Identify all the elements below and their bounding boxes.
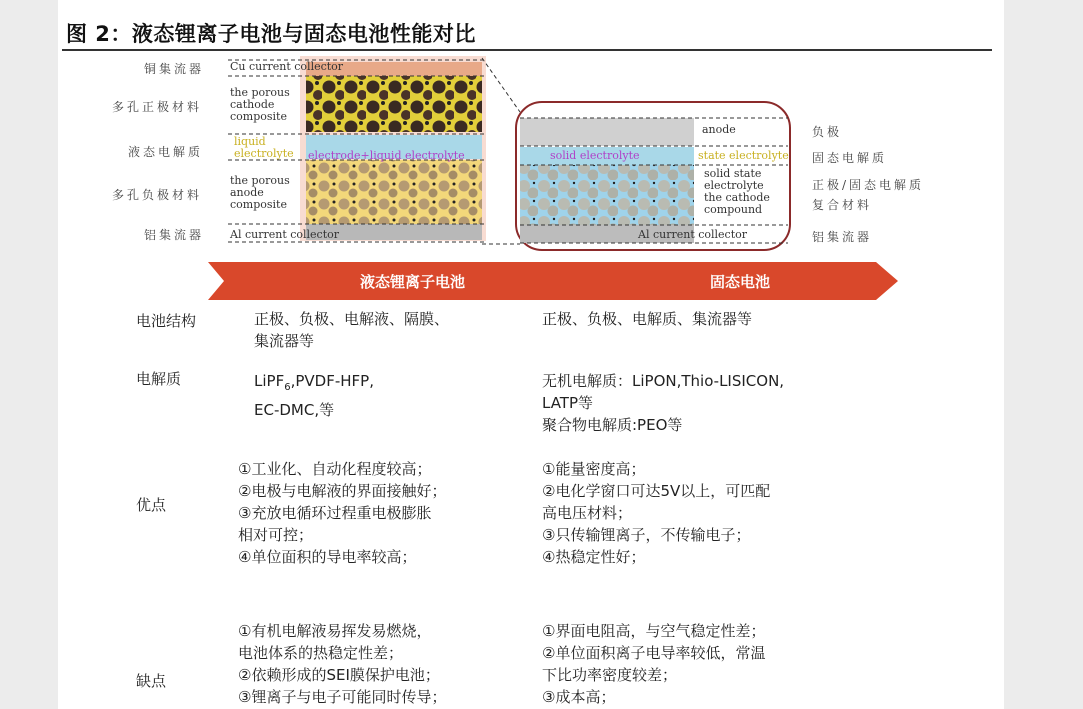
left-label-liquid-electrolyte: 液态电解质: [128, 145, 204, 159]
right-en-solid-electrolyte: solid electrolyte: [550, 149, 640, 162]
cell-electrolyte-liquid-suffix: ,PVDF-HFP, EC-DMC,等: [254, 372, 374, 419]
cell-structure-solid: 正极、负极、电解质、集流器等: [542, 310, 753, 328]
cell-electrolyte-solid: 无机电解质：LiPON,Thio-LISICON, LATP等 聚合物电解质:PEO等: [542, 372, 785, 434]
left-en-al-collector: Al current collector: [230, 228, 340, 241]
right-label-cathode-electrolyte: 正极/固态电解质: [812, 178, 925, 192]
left-en-cathode: the porous cathode composite: [230, 86, 290, 123]
right-label-solid-electrolyte: 固态电解质: [812, 151, 888, 165]
left-en-cu-collector: Cu current collector: [230, 60, 344, 73]
left-label-cu-collector: 铜集流器: [144, 62, 205, 76]
cell-disadvantages-liquid: ①有机电解液易挥发易燃烧， 电池体系的热稳定性差； ②依赖形成的SEI膜保护电池； ③锂离子与电子可能同时传导；: [238, 622, 447, 706]
right-en-state-electrolyte: state electrolyte: [698, 149, 789, 162]
battery-diagram: [58, 0, 1004, 260]
right-label-composite: 复合材料: [812, 198, 873, 212]
comparison-arrow-band: [208, 262, 898, 300]
right-en-solid-state: solid state electrolyte the cathode compound: [704, 167, 770, 216]
left-en-liquid: liquid electrolyte: [234, 135, 294, 160]
row-label-electrolyte: 电解质: [136, 370, 182, 388]
row-label-structure: 电池结构: [136, 312, 197, 330]
cell-electrolyte-liquid-prefix: LiPF: [254, 372, 285, 390]
band-title-liquid: 液态锂离子电池: [360, 273, 466, 291]
row-label-advantages: 优点: [136, 496, 167, 514]
battery-structure-illustration: [58, 0, 1004, 260]
cell-advantages-liquid: ①工业化、自动化程度较高； ②电极与电解液的界面接触好； ③充放电循环过程重电极膨胀 相对可控； ④单位面积的导电率较高；: [238, 460, 447, 566]
left-label-cathode: 多孔正极材料: [112, 100, 203, 114]
right-label-anode: 负极: [812, 125, 843, 139]
cell-electrolyte-liquid-sub: 6: [284, 382, 291, 393]
document-page: [58, 0, 1004, 709]
left-en-anode: the porous anode composite: [230, 174, 290, 211]
cell-structure-liquid: 正极、负极、电解液、隔膜、 集流器等: [254, 310, 450, 350]
row-label-disadvantages: 缺点: [136, 672, 167, 690]
band-title-solid: 固态电池: [710, 273, 771, 291]
left-overlay-electrode-electrolyte: electrode+liquid electrolyte: [308, 149, 465, 162]
right-label-al-collector: 铝集流器: [812, 230, 873, 244]
right-en-anode: anode: [702, 123, 736, 136]
figure-title: 图 2：液态锂离子电池与固态电池性能对比: [66, 22, 476, 46]
left-label-al-collector: 铝集流器: [144, 228, 205, 242]
right-en-al-collector: Al current collector: [638, 228, 748, 241]
cell-disadvantages-solid: ①界面电阻高，与空气稳定性差； ②单位面积离子电导率较低，常温 下比功率密度较差； ③成本高；: [542, 622, 766, 706]
left-label-anode: 多孔负极材料: [112, 188, 203, 202]
cell-electrolyte-liquid: [254, 370, 374, 421]
cell-advantages-solid: ①能量密度高； ②电化学窗口可达5V以上，可匹配 高电压材料； ③只传输锂离子，不传输电子； ④热稳定性好；: [542, 460, 771, 566]
